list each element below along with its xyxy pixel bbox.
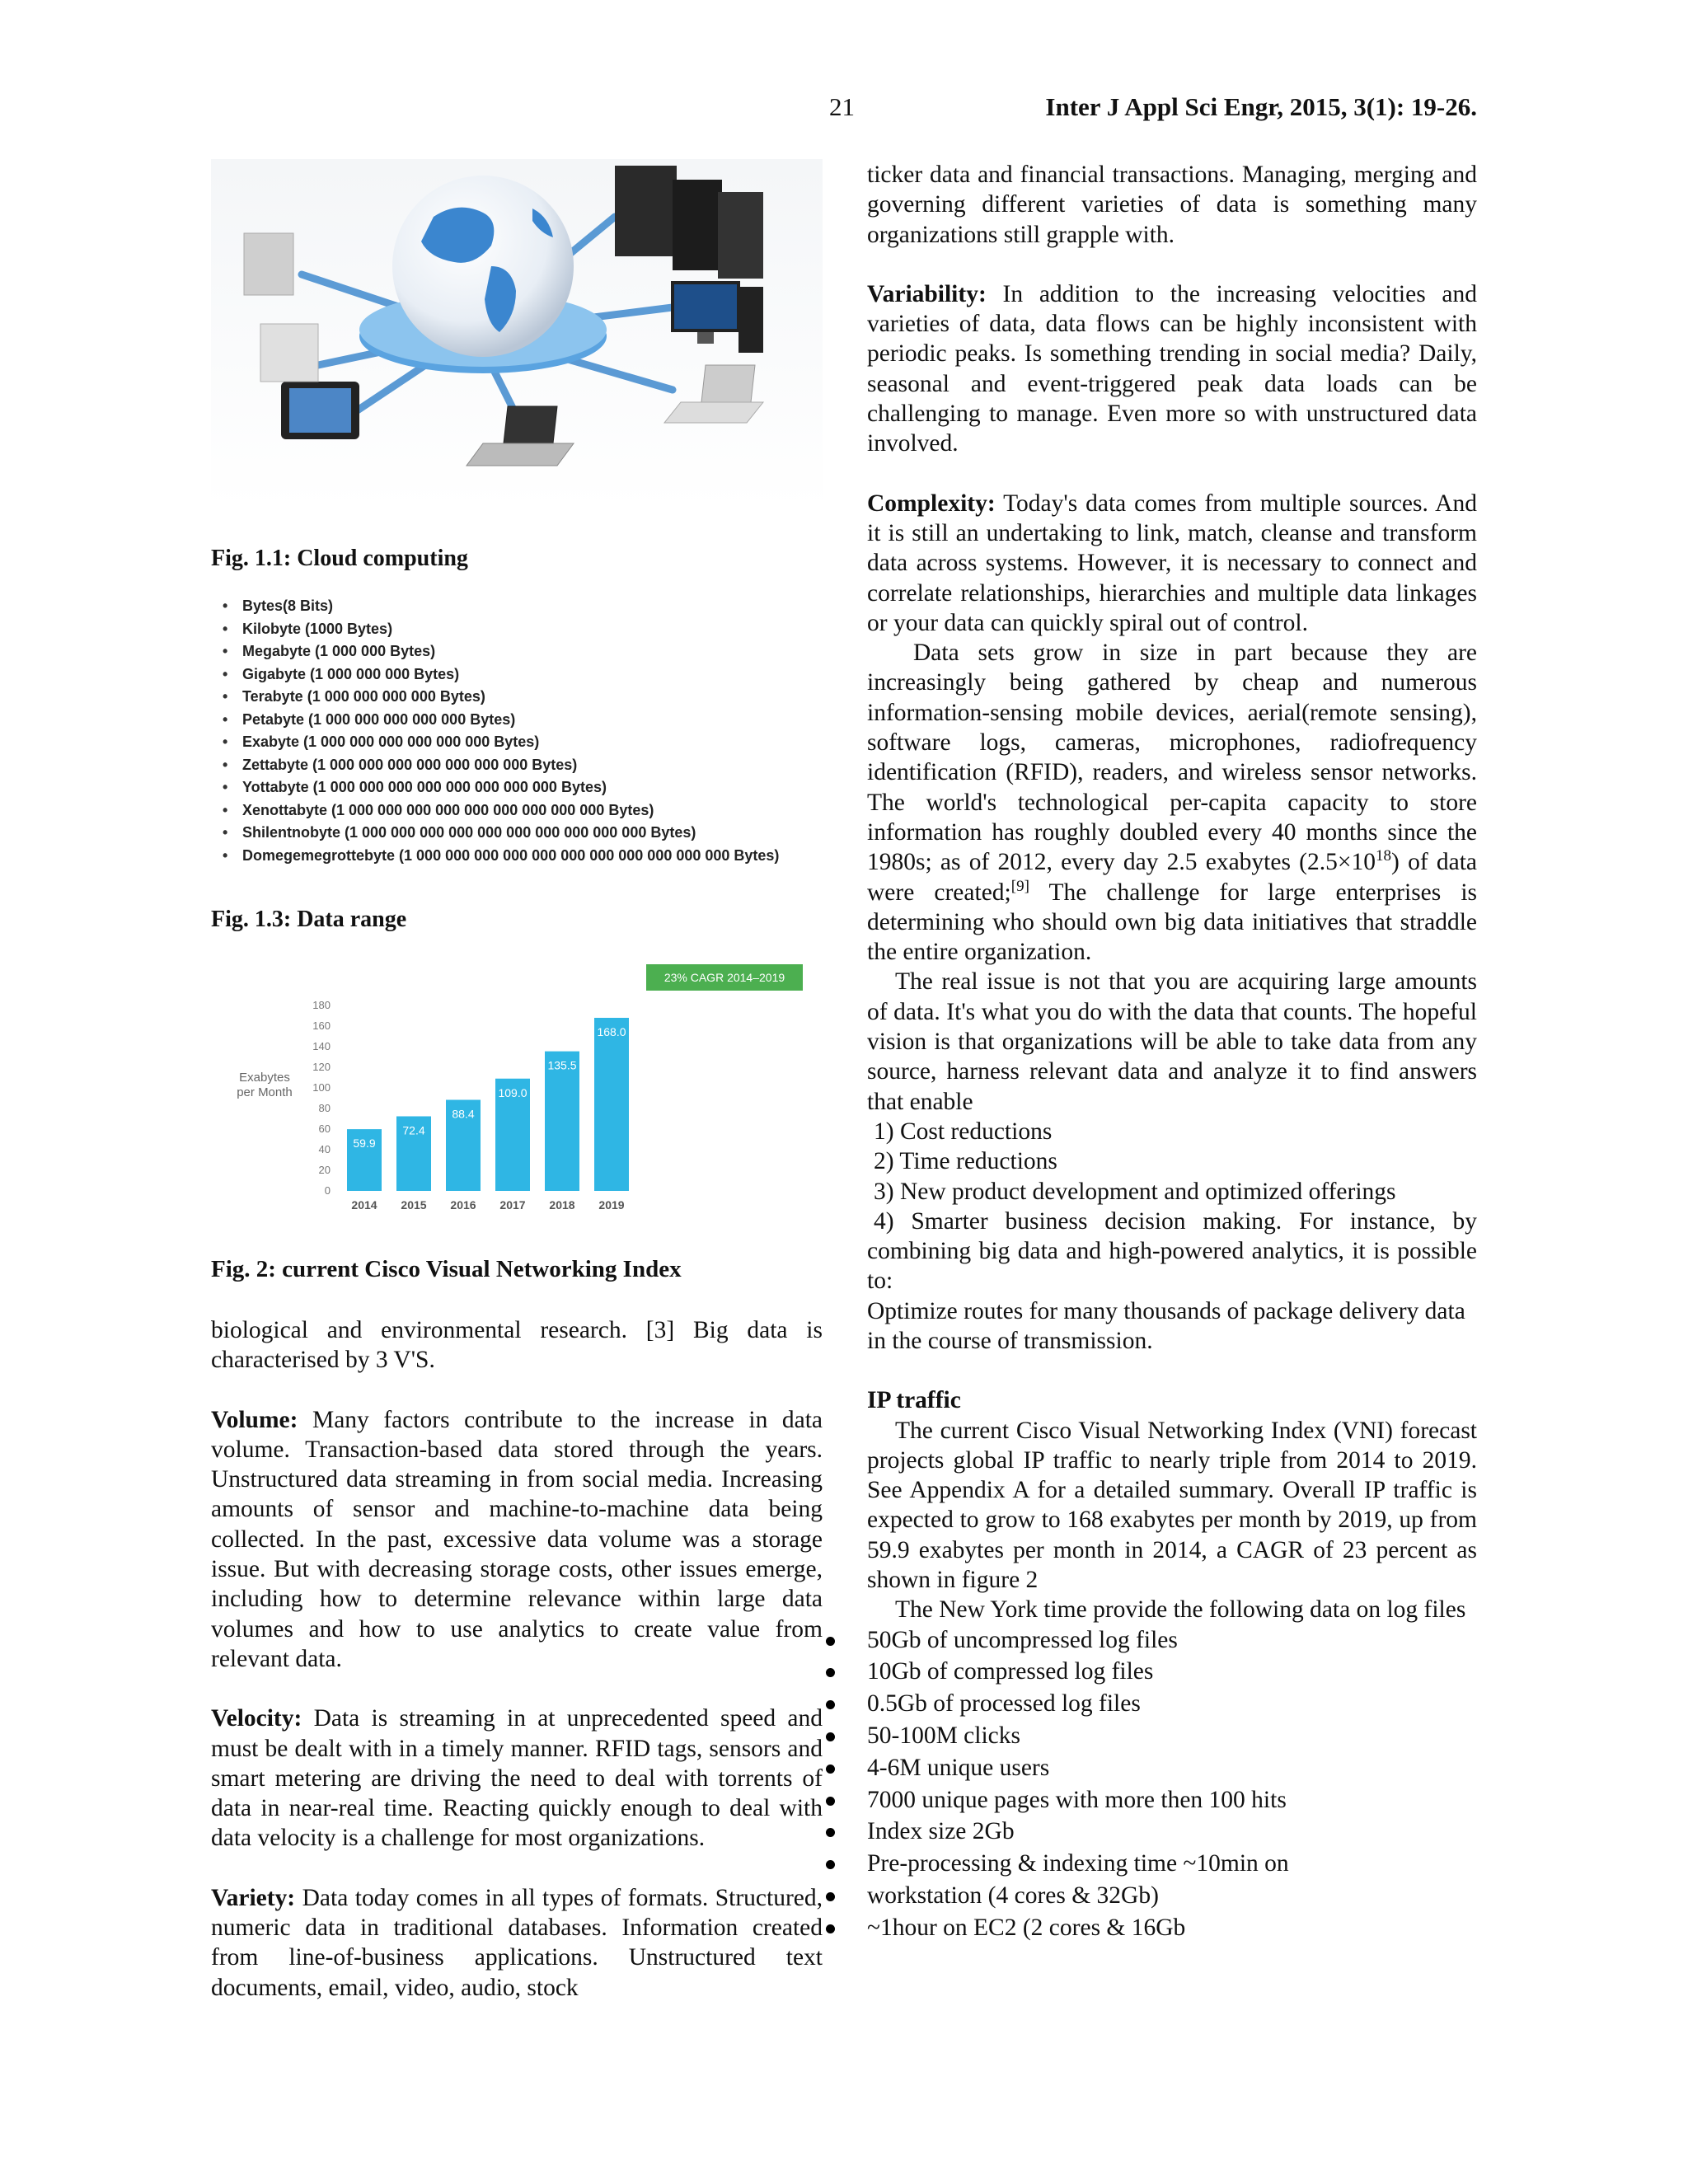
y-axis-label: Exabytes xyxy=(239,1071,290,1085)
figure-1-3-caption: Fig. 1.3: Data range xyxy=(211,907,407,932)
data-range-item: • Kilobyte (1000 Bytes) xyxy=(223,618,832,641)
bullet-icon xyxy=(826,1892,835,1901)
data-range-item: • Megabyte (1 000 000 Bytes) xyxy=(223,640,832,663)
figure-2-caption: Fig. 2: current Cisco Visual Networking Index xyxy=(211,1256,682,1282)
data-sets-text-mid: ) of data were created; xyxy=(867,849,1477,906)
data-sets-paragraph xyxy=(867,638,1477,967)
y-tick-label: 80 xyxy=(318,1102,331,1114)
real-issue-paragraph: The real issue is not that you are acquiring large amounts of data. It's what you do with the data that counts. The hopeful vision is that organizations will be able to take data from any source, harness relevant data and analyze it to find answers that enable xyxy=(867,968,1477,1115)
variety-text: Data today comes in all types of formats. Structured, numeric data in traditional databases. Information created from line-of-business applications. Unstructured text documents, email, video, audio, stock xyxy=(211,1884,823,2001)
citation-ref: [9] xyxy=(1010,877,1029,895)
y-tick-label: 140 xyxy=(312,1040,331,1052)
list-item xyxy=(867,1721,1477,1753)
data-sets-text-end: The challenge for large enterprises is determining who should own big data initiatives that straddle the entire organization. xyxy=(867,879,1478,966)
y-tick-label: 160 xyxy=(312,1019,331,1032)
variability-heading: Variability: xyxy=(867,280,987,307)
continuation-paragraph: ticker data and financial transactions. Managing, merging and governing different varieties of data is something many organizations still grapple with. xyxy=(867,162,1477,248)
bar-value-label: 72.4 xyxy=(402,1123,425,1137)
figure-1-1-caption: Fig. 1.1: Cloud computing xyxy=(211,546,468,571)
list-item-text: Pre-processing & indexing time ~10min on xyxy=(867,1850,1289,1877)
x-tick-label: 2015 xyxy=(401,1198,427,1212)
ip-traffic-heading xyxy=(867,1385,1477,1415)
bullet-icon xyxy=(826,1860,835,1869)
x-tick-label: 2016 xyxy=(450,1198,476,1212)
data-range-item: • Bytes(8 Bits) xyxy=(223,595,832,618)
list-item xyxy=(867,1689,1477,1721)
bar-value-label: 59.9 xyxy=(353,1137,376,1151)
variability-text: In addition to the increasing velocities and varieties of data, data flows can be highly inconsistent with periodic peaks. Is something trending in social media? Daily, seasonal and event-triggered peak data loads can be challenging to manage. Even more so with unstructured data involved. xyxy=(867,280,1478,457)
x-tick-label: 2019 xyxy=(598,1198,625,1212)
ip-traffic-paragraph: The current Cisco Visual Networking Index (VNI) forecast projects global IP traffic to nearly triple from 2014 to 2019. See Appendix A for a detailed summary. Overall IP traffic is expected to grow to 168 exabytes per month by 2019, up from 59.9 exabytes per month in 2014, a CAGR of 23 percent as shown in figure 2 xyxy=(867,1417,1477,1594)
list-item xyxy=(867,1913,1477,1945)
bullet-icon xyxy=(826,1765,835,1774)
optimize-paragraph: Optimize routes for many thousands of package delivery data in the course of transmission. xyxy=(867,1297,1465,1354)
list-item xyxy=(867,1785,1477,1817)
list-item xyxy=(867,1625,1477,1657)
bar xyxy=(545,1052,579,1191)
x-tick-label: 2014 xyxy=(351,1198,377,1212)
list-item-text: Index size 2Gb xyxy=(867,1818,1015,1845)
bullet-icon xyxy=(826,1797,835,1806)
bullet-icon xyxy=(826,1637,835,1646)
variety-heading: Variety: xyxy=(211,1884,296,1911)
list-item xyxy=(867,1753,1477,1785)
volume-text: Many factors contribute to the increase in data volume. Transaction-based data stored through the years. Unstructured data streaming in from social media. Increasing amounts of sensor and machine-to-machine data being collected. In the past, excessive data volume was a storage issue. But with decreasing storage costs, other issues emerge, including how to determine relevance within large data volumes and how to use analytics to create value from relevant data. xyxy=(211,1406,823,1672)
journal-citation: Inter J Appl Sci Engr, 2015, 3(1): 19-26. xyxy=(1045,92,1477,121)
complexity-heading: Complexity: xyxy=(867,490,996,517)
volume-paragraph xyxy=(211,1405,823,1675)
page-number: 21 xyxy=(829,92,855,121)
exponent: 18 xyxy=(1376,847,1392,865)
data-range-item: • Petabyte (1 000 000 000 000 000 Bytes) xyxy=(223,709,832,732)
complexity-paragraph xyxy=(867,489,1477,638)
list-item-text: 50-100M clicks xyxy=(867,1722,1020,1750)
list-item-text: 10Gb of compressed log files xyxy=(867,1658,1154,1685)
variety-paragraph xyxy=(211,1883,823,2003)
numbered-item: 4) Smarter business decision making. For instance, by combining big data and high-powered analytics, it is possible to: xyxy=(867,1207,1477,1295)
right-column-text xyxy=(867,160,1477,1945)
bullet-icon xyxy=(826,1924,835,1933)
list-item-text: 4-6M unique users xyxy=(867,1754,1050,1781)
list-item xyxy=(867,1657,1477,1689)
nyt-paragraph: The New York time provide the following data on log files xyxy=(895,1596,1466,1624)
data-range-list xyxy=(223,595,832,867)
list-item xyxy=(867,1816,1477,1849)
complexity-text: Today's data comes from multiple sources. And it is still an undertaking to link, match, cleanse and transform data across systems. However, it is necessary to connect and correlate relationships, hierarchies and multiple data linkages or your data can quickly spiral out of control. xyxy=(867,490,1477,636)
cagr-badge-label: 23% CAGR 2014–2019 xyxy=(663,971,785,984)
velocity-heading: Velocity: xyxy=(211,1705,302,1732)
data-range-item: • Domegemegrottebyte (1 000 000 000 000 000 000 000 000 000 000 000 Bytes) xyxy=(223,845,832,868)
bar-value-label: 135.5 xyxy=(547,1058,577,1072)
y-tick-label: 20 xyxy=(318,1164,331,1176)
y-tick-label: 100 xyxy=(312,1081,331,1094)
bar xyxy=(594,1018,629,1191)
bar-chart-svg xyxy=(211,956,823,1220)
data-sets-text: Data sets grow in size in part because they are increasingly being gathered by cheap and numerous information-sensing mobile devices, aerial(remote sensing), software logs, cameras, microphones, radiofrequency identification (RFID), readers, and wireless sensor networks. The world's technological per-capita capacity to store information has roughly doubled every 40 months since the 1980s; as of 2012, every day 2.5 exabytes (2.5×10 xyxy=(867,640,1477,876)
intro-paragraph: biological and environmental research. [3] Big data is characterised by 3 V'S. xyxy=(211,1317,823,1374)
data-range-item: • Yottabyte (1 000 000 000 000 000 000 000 000 Bytes) xyxy=(223,776,832,799)
list-item-text: workstation (4 cores & 32Gb) xyxy=(867,1882,1159,1910)
data-range-item: • Gigabyte (1 000 000 000 Bytes) xyxy=(223,663,832,687)
bullet-icon xyxy=(826,1668,835,1677)
data-range-item: • Shilentnobyte (1 000 000 000 000 000 000 000 000 000 000 Bytes) xyxy=(223,822,832,845)
data-range-item: • Zettabyte (1 000 000 000 000 000 000 000 Bytes) xyxy=(223,754,832,777)
log-data-list xyxy=(867,1625,1477,1945)
list-item-text: ~1hour on EC2 (2 cores & 16Gb xyxy=(867,1914,1186,1941)
bar-value-label: 88.4 xyxy=(452,1107,475,1121)
cloud-computing-figure xyxy=(211,159,823,509)
bullet-icon xyxy=(826,1700,835,1709)
numbered-item: 3) New product development and optimized offerings xyxy=(874,1178,1396,1205)
cloud-computing-illustration xyxy=(211,159,823,509)
y-tick-label: 0 xyxy=(324,1184,331,1197)
volume-heading: Volume: xyxy=(211,1406,298,1433)
x-tick-label: 2018 xyxy=(549,1198,575,1212)
y-tick-label: 180 xyxy=(312,999,331,1011)
list-item-text: 50Gb of uncompressed log files xyxy=(867,1626,1178,1653)
variability-paragraph xyxy=(867,279,1477,459)
y-tick-label: 40 xyxy=(318,1143,331,1155)
list-item-text: 0.5Gb of processed log files xyxy=(867,1690,1141,1718)
y-tick-label: 60 xyxy=(318,1122,331,1135)
bar-value-label: 168.0 xyxy=(597,1025,626,1038)
page-header xyxy=(0,92,1688,125)
bullet-icon xyxy=(826,1828,835,1837)
velocity-paragraph xyxy=(211,1704,823,1853)
y-tick-label: 120 xyxy=(312,1061,331,1073)
data-range-item: • Xenottabyte (1 000 000 000 000 000 000 000 000 000 Bytes) xyxy=(223,799,832,823)
list-item xyxy=(867,1881,1477,1913)
bullet-icon xyxy=(826,1732,835,1741)
x-tick-label: 2017 xyxy=(499,1198,526,1212)
cisco-vni-chart xyxy=(211,956,823,1220)
list-item-text: 7000 unique pages with more then 100 hits xyxy=(867,1786,1287,1813)
ip-traffic-heading-text: IP traffic xyxy=(867,1387,961,1414)
list-item xyxy=(867,1849,1477,1881)
data-range-item: • Terabyte (1 000 000 000 000 Bytes) xyxy=(223,686,832,709)
numbered-item: 1) Cost reductions xyxy=(874,1118,1053,1145)
numbered-item: 2) Time reductions xyxy=(874,1148,1057,1175)
bar-value-label: 109.0 xyxy=(498,1085,528,1099)
velocity-text: Data is streaming in at unprecedented speed and must be dealt with in a timely manner. RFID tags, sensors and smart metering are driving the need to deal with torrents of data in near-real time. Reacting quickly enough to deal with data velocity is a challenge for most organizations. xyxy=(211,1705,823,1852)
y-axis-label: per Month xyxy=(237,1085,293,1099)
left-column-text xyxy=(211,1315,823,2003)
data-range-item: • Exabyte (1 000 000 000 000 000 000 Bytes) xyxy=(223,731,832,754)
